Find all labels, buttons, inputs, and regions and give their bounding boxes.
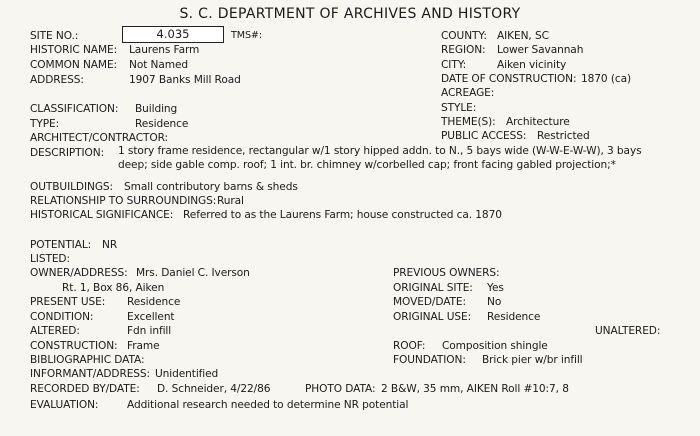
county-label: COUNTY: (441, 30, 487, 42)
construction-label: CONSTRUCTION: (30, 340, 118, 352)
city-value: Aiken vicinity (497, 59, 567, 71)
type-label: TYPE: (30, 118, 60, 130)
date-of-construction-label: DATE OF CONSTRUCTION: (441, 73, 577, 85)
site-number-label: SITE NO.: (30, 30, 79, 42)
common-name-value: Not Named (129, 59, 189, 71)
tms-label: TMS#: (231, 30, 262, 41)
architect-label: ARCHITECT/CONTRACTOR: (30, 132, 169, 144)
present-use-value: Residence (127, 296, 181, 308)
acreage-label: ACREAGE: (441, 87, 495, 99)
unaltered-label: UNALTERED: (595, 325, 661, 337)
informant-label: INFORMANT/ADDRESS: (30, 368, 151, 380)
classification-label: CLASSIFICATION: (30, 103, 119, 115)
original-site-label: ORIGINAL SITE: (393, 282, 473, 294)
original-use-value: Residence (487, 311, 541, 323)
outbuildings-value: Small contributory barns & sheds (124, 181, 298, 193)
description-line-2: deep; side gable comp. roof; 1 int. br. chimney w/corbelled cap; front facing gabled projection;* (118, 159, 616, 171)
potential-label: POTENTIAL: (30, 239, 92, 251)
construction-value: Frame (127, 340, 160, 352)
foundation-label: FOUNDATION: (393, 354, 466, 366)
public-access-value: Restricted (537, 130, 590, 142)
public-access-label: PUBLIC ACCESS: (441, 130, 527, 142)
type-value: Residence (135, 118, 189, 130)
common-name-label: COMMON NAME: (30, 59, 118, 71)
potential-value: NR (102, 239, 118, 251)
site-number-value: 4.035 (122, 26, 224, 43)
city-label: CITY: (441, 59, 467, 71)
outbuildings-label: OUTBUILDINGS: (30, 181, 114, 193)
region-label: REGION: (441, 44, 486, 56)
owner-value: Mrs. Daniel C. Iverson (136, 267, 250, 279)
owner-label: OWNER/ADDRESS: (30, 267, 128, 279)
significance-label: HISTORICAL SIGNIFICANCE: (30, 209, 174, 221)
previous-owners-label: PREVIOUS OWNERS: (393, 267, 500, 279)
roof-label: ROOF: (393, 340, 426, 352)
original-site-value: Yes (487, 282, 504, 294)
historic-name-label: HISTORIC NAME: (30, 44, 118, 56)
evaluation-label: EVALUATION: (30, 399, 99, 411)
region-value: Lower Savannah (497, 44, 584, 56)
bibliographic-data-label: BIBLIOGRAPHIC DATA: (30, 354, 145, 366)
date-of-construction-value: 1870 (ca) (581, 73, 632, 85)
description-label: DESCRIPTION: (30, 147, 105, 159)
themes-label: THEME(S): (441, 116, 496, 128)
original-use-label: ORIGINAL USE: (393, 311, 472, 323)
county-value: AIKEN, SC (497, 30, 549, 42)
photo-data-value: 2 B&W, 35 mm, AIKEN Roll #10:7, 8 (381, 383, 569, 395)
owner-address-value: Rt. 1, Box 86, Aiken (62, 282, 165, 294)
moved-date-value: No (487, 296, 502, 308)
altered-label: ALTERED: (30, 325, 80, 337)
style-label: STYLE: (441, 102, 477, 114)
address-value: 1907 Banks Mill Road (129, 74, 241, 86)
listed-label: LISTED: (30, 253, 70, 265)
themes-value: Architecture (506, 116, 570, 128)
condition-label: CONDITION: (30, 311, 94, 323)
address-label: ADDRESS: (30, 74, 84, 86)
relationship-value: Rural (217, 195, 244, 207)
significance-value: Referred to as the Laurens Farm; house constructed ca. 1870 (183, 209, 502, 221)
photo-data-label: PHOTO DATA: (305, 383, 376, 395)
classification-value: Building (135, 103, 178, 115)
description-line-1: 1 story frame residence, rectangular w/1 story hipped addn. to N., 5 bays wide (W-W-E-W-W), 3 bays (118, 145, 642, 157)
condition-value: Excellent (127, 311, 175, 323)
evaluation-value: Additional research needed to determine NR potential (127, 399, 409, 411)
relationship-label: RELATIONSHIP TO SURROUNDINGS: (30, 195, 217, 207)
historic-name-value: Laurens Farm (129, 44, 200, 56)
informant-value: Unidentified (155, 368, 219, 380)
altered-value: Fdn infill (127, 325, 172, 337)
card-title: S. C. DEPARTMENT OF ARCHIVES AND HISTORY (179, 6, 521, 22)
roof-value: Composition shingle (442, 340, 548, 352)
foundation-value: Brick pier w/br infill (482, 354, 583, 366)
recorded-by-label: RECORDED BY/DATE: (30, 383, 140, 395)
present-use-label: PRESENT USE: (30, 296, 106, 308)
recorded-by-value: D. Schneider, 4/22/86 (157, 383, 271, 395)
moved-date-label: MOVED/DATE: (393, 296, 466, 308)
